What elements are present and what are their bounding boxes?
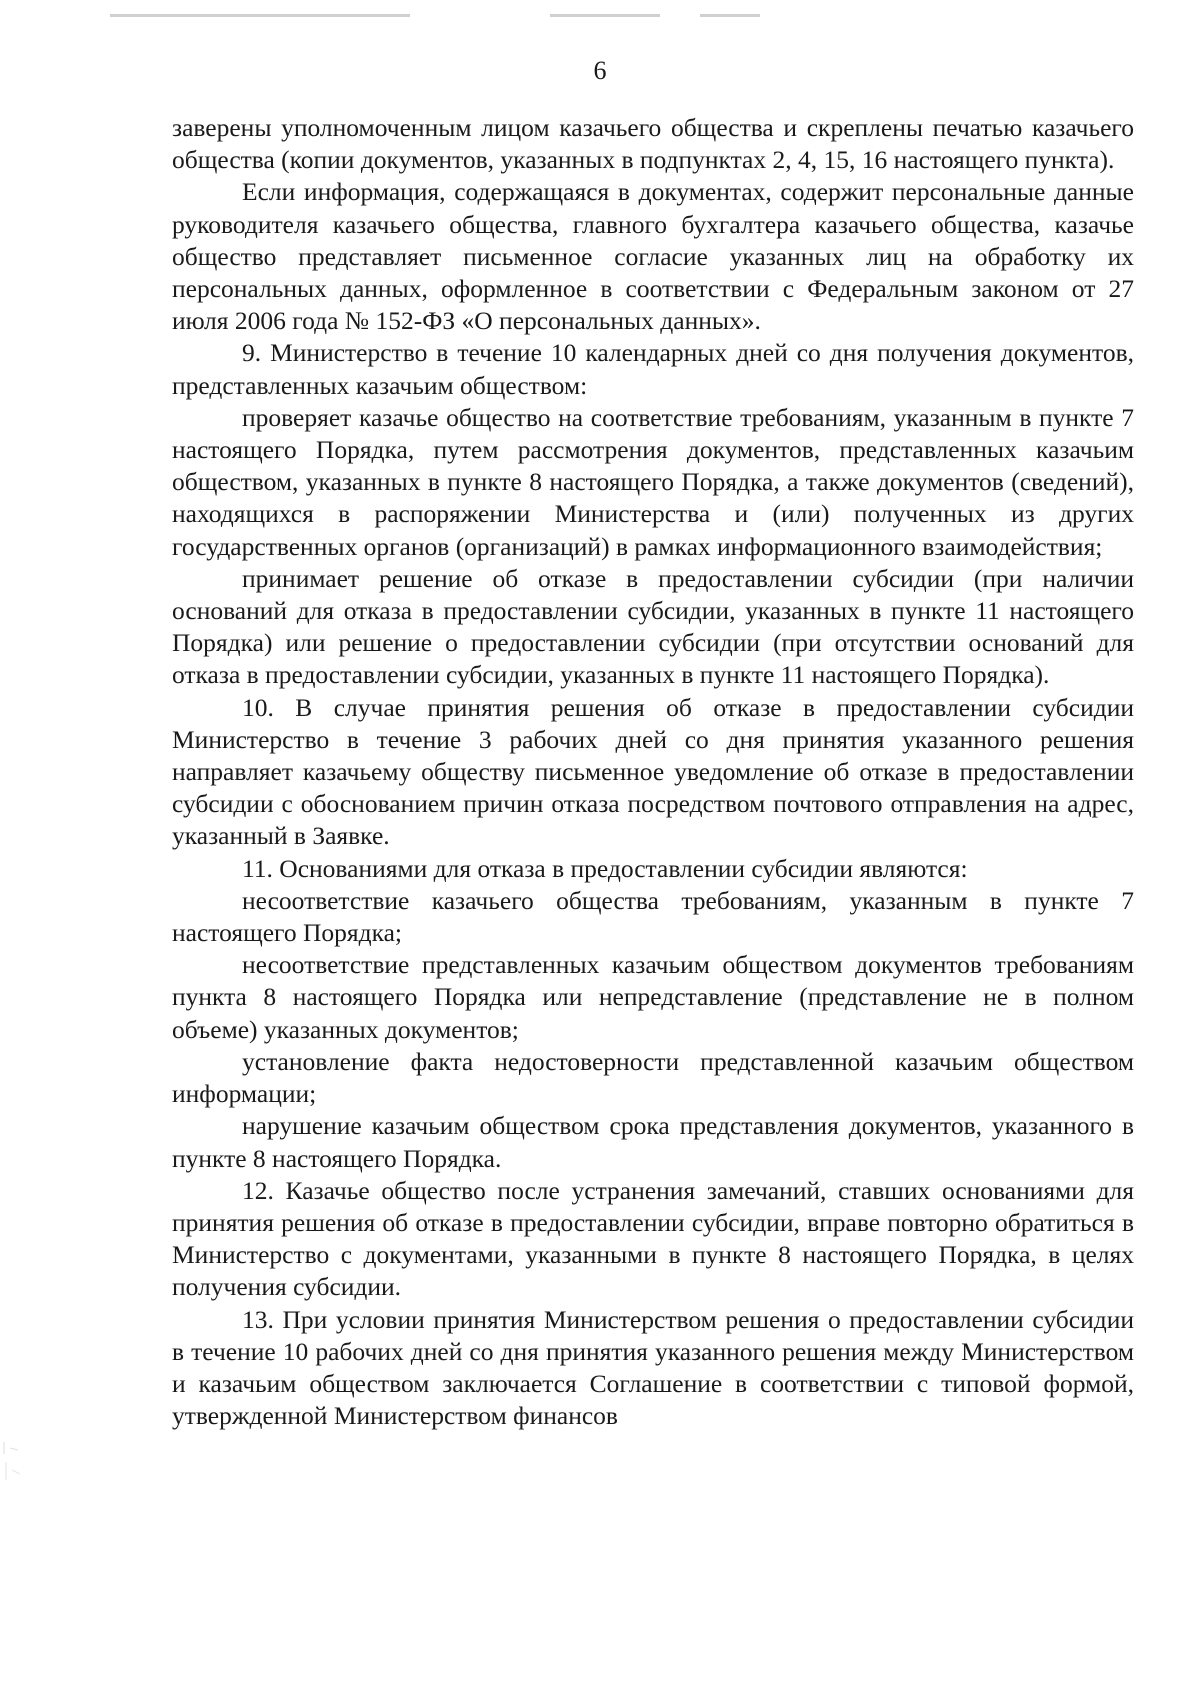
paragraph: 12. Казачье общество после устранения замечаний, ставших основаниями для принятия решения об отказе в предоставлении субсидии, вправе повторно обратиться в Министерство с документами, указанными в пункте 8 настоящего Порядка, в целях получения субсидии. [172,1175,1134,1302]
paragraph: установление факта недостоверности представленной казачьим обществом информации; [172,1046,1134,1109]
paragraph: заверены уполномоченным лицом казачьего общества и скреплены печатью казачьего общества (копии документов, указанных в подпунктах 2, 4, 15, 16 настоящего пункта). [172,113,1134,175]
paragraph: несоответствие представленных казачьим обществом документов требованиям пункта 8 настоящего Порядка или непредставление (представление не в полном объеме) указанных документов; [172,950,1134,1044]
paragraph: нарушение казачьим обществом срока представления документов, указанного в пункте 8 настоящего Порядка. [172,1111,1134,1173]
scan-artifact [0,1440,22,1500]
document-body [172,112,1134,1432]
paragraph: 10. В случае принятия решения об отказе в предоставлении субсидии Министерство в течение 3 рабочих дней со дня принятия указанного решения направляет казачьему обществу письменное уведомление об отказе в предоставлении субсидии с обоснованием причин отказа посредством почтового отправления на адрес, указанный в Заявке. [172,692,1134,851]
paragraph: 11. Основаниями для отказа в предоставлении субсидии являются: [242,853,968,883]
paragraph: проверяет казачье общество на соответствие требованиям, указанным в пункте 7 настоящего Порядка, путем рассмотрения документов, представленных казачьим обществом, указанных в пункте 8 настоящего Порядка, а также документов (сведений), находящихся в распоряжении Министерства и (или) полученных из других государственных органов (организаций) в рамках информационного взаимодействия; [172,402,1134,561]
paragraph: 9. Министерство в течение 10 календарных дней со дня получения документов, представленных казачьим обществом: [172,338,1134,400]
scan-artifact [700,14,760,17]
page-number: 6 [593,56,607,85]
scan-artifact [110,14,410,17]
scan-artifact [550,14,660,17]
paragraph: принимает решение об отказе в предоставлении субсидии (при наличии оснований для отказа в предоставлении субсидии, указанных в пункте 11 настоящего Порядка) или решение о предоставлении субсидии (при отсутствии оснований для отказа в предоставлении субсидии, указанных в пункте 11 настоящего Порядка). [172,563,1134,690]
paragraph: 13. При условии принятия Министерством решения о предоставлении субсидии в течение 10 рабочих дней со дня принятия указанного решения между Министерством и казачьим обществом заключается Соглашение в соответствии с типовой формой, утвержденной Министерством финансов [172,1304,1134,1431]
paragraph: Если информация, содержащаяся в документах, содержит персональные данные руководителя казачьего общества, главного бухгалтера казачьего общества, казачье общество представляет письменное согласие указанных лиц на обработку их персональных данных, оформленное в соответствии с Федеральным законом от 27 июля 2006 года № 152-ФЗ «О персональных данных». [172,177,1134,336]
paragraph: несоответствие казачьего общества требованиям, указанным в пункте 7 настоящего Порядка; [172,885,1134,948]
